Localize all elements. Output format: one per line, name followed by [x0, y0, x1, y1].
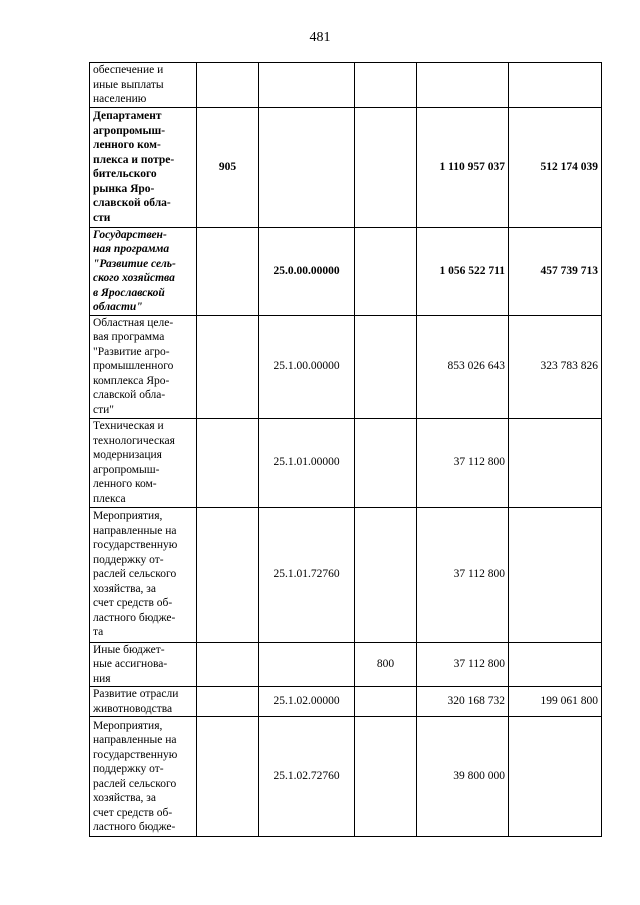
- row-name: Областная целе- вая программа "Развитие агро- промышленного комплекса Яро- славской обла- сти": [90, 315, 197, 418]
- target-article: 25.0.00.00000: [259, 227, 355, 315]
- amount-2: [509, 642, 602, 687]
- dept-code: [197, 687, 259, 717]
- amount-1: 37 112 800: [417, 642, 509, 687]
- dept-code: [197, 642, 259, 687]
- dept-code: [197, 418, 259, 507]
- amount-1: 39 800 000: [417, 717, 509, 837]
- target-article: 25.1.01.00000: [259, 418, 355, 507]
- table-row: [90, 687, 602, 717]
- row-name: Государствен- ная программа "Развитие сель- ского хозяйства в Ярославской области": [90, 227, 197, 315]
- dept-code: [197, 507, 259, 642]
- amount-1: 1 110 957 037: [417, 107, 509, 227]
- table-row: [90, 227, 602, 315]
- dept-code: [197, 717, 259, 837]
- table-row: [90, 63, 602, 108]
- expense-type: [355, 687, 417, 717]
- row-name: Развитие отрасли животноводства: [90, 687, 197, 717]
- row-name: обеспечение и иные выплаты населению: [90, 63, 197, 108]
- target-article: 25.1.02.00000: [259, 687, 355, 717]
- row-name: Техническая и технологическая модернизация агропромыш- ленного ком- плекса: [90, 418, 197, 507]
- target-article: [259, 63, 355, 108]
- page-number: 481: [309, 30, 331, 45]
- expense-type: 800: [355, 642, 417, 687]
- dept-code: [197, 227, 259, 315]
- amount-1: 37 112 800: [417, 507, 509, 642]
- target-article: 25.1.01.72760: [259, 507, 355, 642]
- expense-type: [355, 63, 417, 108]
- amount-2: 199 061 800: [509, 687, 602, 717]
- amount-1: 853 026 643: [417, 315, 509, 418]
- row-name: Мероприятия, направленные на государственную поддержку от- раслей сельского хозяйства, за счет средств об- ластного бюдже-: [90, 717, 197, 837]
- expense-type: [355, 315, 417, 418]
- table-row: [90, 107, 602, 227]
- table-row: [90, 418, 602, 507]
- amount-1: 1 056 522 711: [417, 227, 509, 315]
- dept-code: [197, 63, 259, 108]
- target-article: [259, 107, 355, 227]
- amount-2: [509, 63, 602, 108]
- expense-type: [355, 227, 417, 315]
- amount-2: [509, 418, 602, 507]
- amount-1: 37 112 800: [417, 418, 509, 507]
- target-article: 25.1.00.00000: [259, 315, 355, 418]
- amount-2: 512 174 039: [509, 107, 602, 227]
- budget-table: [89, 62, 602, 837]
- amount-2: [509, 507, 602, 642]
- table-row: [90, 507, 602, 642]
- table-row: [90, 642, 602, 687]
- amount-1: [417, 63, 509, 108]
- table-row: [90, 717, 602, 837]
- table-row: [90, 315, 602, 418]
- expense-type: [355, 717, 417, 837]
- row-name: Иные бюджет- ные ассигнова- ния: [90, 642, 197, 687]
- amount-2: 457 739 713: [509, 227, 602, 315]
- target-article: [259, 642, 355, 687]
- amount-2: 323 783 826: [509, 315, 602, 418]
- target-article: 25.1.02.72760: [259, 717, 355, 837]
- expense-type: [355, 418, 417, 507]
- row-name: Мероприятия, направленные на государственную поддержку от- раслей сельского хозяйства, за счет средств об- ластного бюдже- та: [90, 507, 197, 642]
- amount-1: 320 168 732: [417, 687, 509, 717]
- row-name: Департамент агропромыш- ленного ком- плекса и потре- бительского рынка Яро- славской обла- сти: [90, 107, 197, 227]
- expense-type: [355, 507, 417, 642]
- dept-code: [197, 315, 259, 418]
- expense-type: [355, 107, 417, 227]
- amount-2: [509, 717, 602, 837]
- dept-code: 905: [197, 107, 259, 227]
